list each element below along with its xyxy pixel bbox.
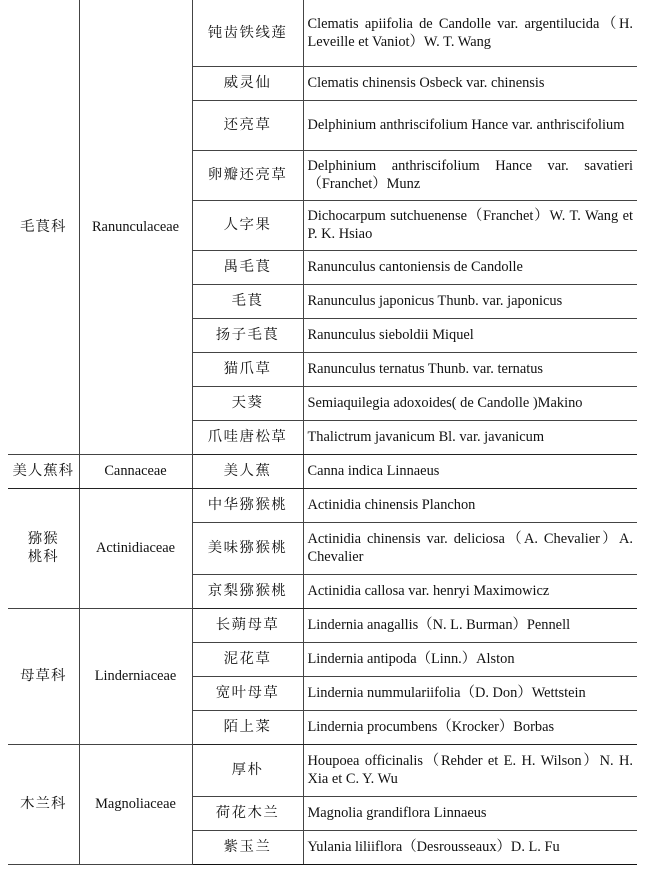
species-cn-cell: 长蒴母草 — [192, 608, 303, 642]
species-cn-cell: 紫玉兰 — [192, 830, 303, 864]
species-latin-cell: Lindernia nummulariifolia（D. Don）Wettstein — [303, 676, 637, 710]
species-latin-cell: Lindernia anagallis（N. L. Burman）Pennell — [303, 608, 637, 642]
species-latin-cell: Magnolia grandiflora Linnaeus — [303, 796, 637, 830]
family-latin-cell: Cannaceae — [79, 454, 192, 488]
species-cn-cell: 荷花木兰 — [192, 796, 303, 830]
species-cn-cell: 厚朴 — [192, 744, 303, 796]
species-latin-cell: Yulania liliiflora（Desrousseaux）D. L. Fu — [303, 830, 637, 864]
species-cn-cell: 美人蕉 — [192, 454, 303, 488]
species-cn-cell: 扬子毛茛 — [192, 318, 303, 352]
table-row — [8, 454, 637, 488]
family-cn-cell: 木兰科 — [8, 744, 79, 864]
species-cn-cell: 爪哇唐松草 — [192, 420, 303, 454]
species-latin-cell: Actinidia chinensis var. deliciosa（A. Chevalier）A. Chevalier — [303, 522, 637, 574]
family-cn-cell: 猕猴桃科 — [8, 488, 79, 608]
table-body — [8, 0, 637, 864]
family-cn-cell: 毛茛科 — [8, 0, 79, 454]
species-latin-cell: Dichocarpum sutchuenense（Franchet）W. T. Wang et P. K. Hsiao — [303, 200, 637, 250]
species-latin-cell: Lindernia procumbens（Krocker）Borbas — [303, 710, 637, 744]
species-cn-cell: 中华猕猴桃 — [192, 488, 303, 522]
species-cn-cell: 宽叶母草 — [192, 676, 303, 710]
species-cn-cell: 陌上菜 — [192, 710, 303, 744]
species-latin-cell: Lindernia antipoda（Linn.）Alston — [303, 642, 637, 676]
species-cn-cell: 毛茛 — [192, 284, 303, 318]
table-row — [8, 488, 637, 522]
family-latin-cell: Magnoliaceae — [79, 744, 192, 864]
species-cn-cell: 人字果 — [192, 200, 303, 250]
family-latin-cell: Linderniaceae — [79, 608, 192, 744]
species-cn-cell: 禺毛茛 — [192, 250, 303, 284]
species-latin-cell: Ranunculus cantoniensis de Candolle — [303, 250, 637, 284]
species-latin-cell: Houpoea officinalis（Rehder et E. H. Wilson）N. H. Xia et C. Y. Wu — [303, 744, 637, 796]
species-latin-cell: Actinidia chinensis Planchon — [303, 488, 637, 522]
species-cn-cell: 泥花草 — [192, 642, 303, 676]
species-latin-cell: Ranunculus japonicus Thunb. var. japonicus — [303, 284, 637, 318]
species-latin-cell: Delphinium anthriscifolium Hance var. savatieri（Franchet）Munz — [303, 150, 637, 200]
species-cn-cell: 威灵仙 — [192, 66, 303, 100]
species-cn-cell: 还亮草 — [192, 100, 303, 150]
species-cn-cell: 猫爪草 — [192, 352, 303, 386]
table-row — [8, 744, 637, 796]
species-latin-cell: Actinidia callosa var. henryi Maximowicz — [303, 574, 637, 608]
species-latin-cell: Delphinium anthriscifolium Hance var. anthriscifolium — [303, 100, 637, 150]
family-cn-cell: 母草科 — [8, 608, 79, 744]
species-cn-cell: 京梨猕猴桃 — [192, 574, 303, 608]
species-latin-cell: Canna indica Linnaeus — [303, 454, 637, 488]
family-latin-cell: Actinidiaceae — [79, 488, 192, 608]
species-latin-cell: Clematis apiifolia de Candolle var. argentilucida（H. Leveille et Vaniot）W. T. Wang — [303, 0, 637, 66]
species-latin-cell: Thalictrum javanicum Bl. var. javanicum — [303, 420, 637, 454]
species-latin-cell: Clematis chinensis Osbeck var. chinensis — [303, 66, 637, 100]
family-latin-cell: Ranunculaceae — [79, 0, 192, 454]
species-table — [8, 0, 637, 865]
species-cn-cell: 天葵 — [192, 386, 303, 420]
table-row — [8, 0, 637, 66]
species-latin-cell: Ranunculus ternatus Thunb. var. ternatus — [303, 352, 637, 386]
family-cn-cell: 美人蕉科 — [8, 454, 79, 488]
table-row — [8, 608, 637, 642]
species-cn-cell: 美味猕猴桃 — [192, 522, 303, 574]
species-cn-cell: 卵瓣还亮草 — [192, 150, 303, 200]
species-cn-cell: 钝齿铁线莲 — [192, 0, 303, 66]
species-latin-cell: Semiaquilegia adoxoides( de Candolle )Makino — [303, 386, 637, 420]
species-latin-cell: Ranunculus sieboldii Miquel — [303, 318, 637, 352]
